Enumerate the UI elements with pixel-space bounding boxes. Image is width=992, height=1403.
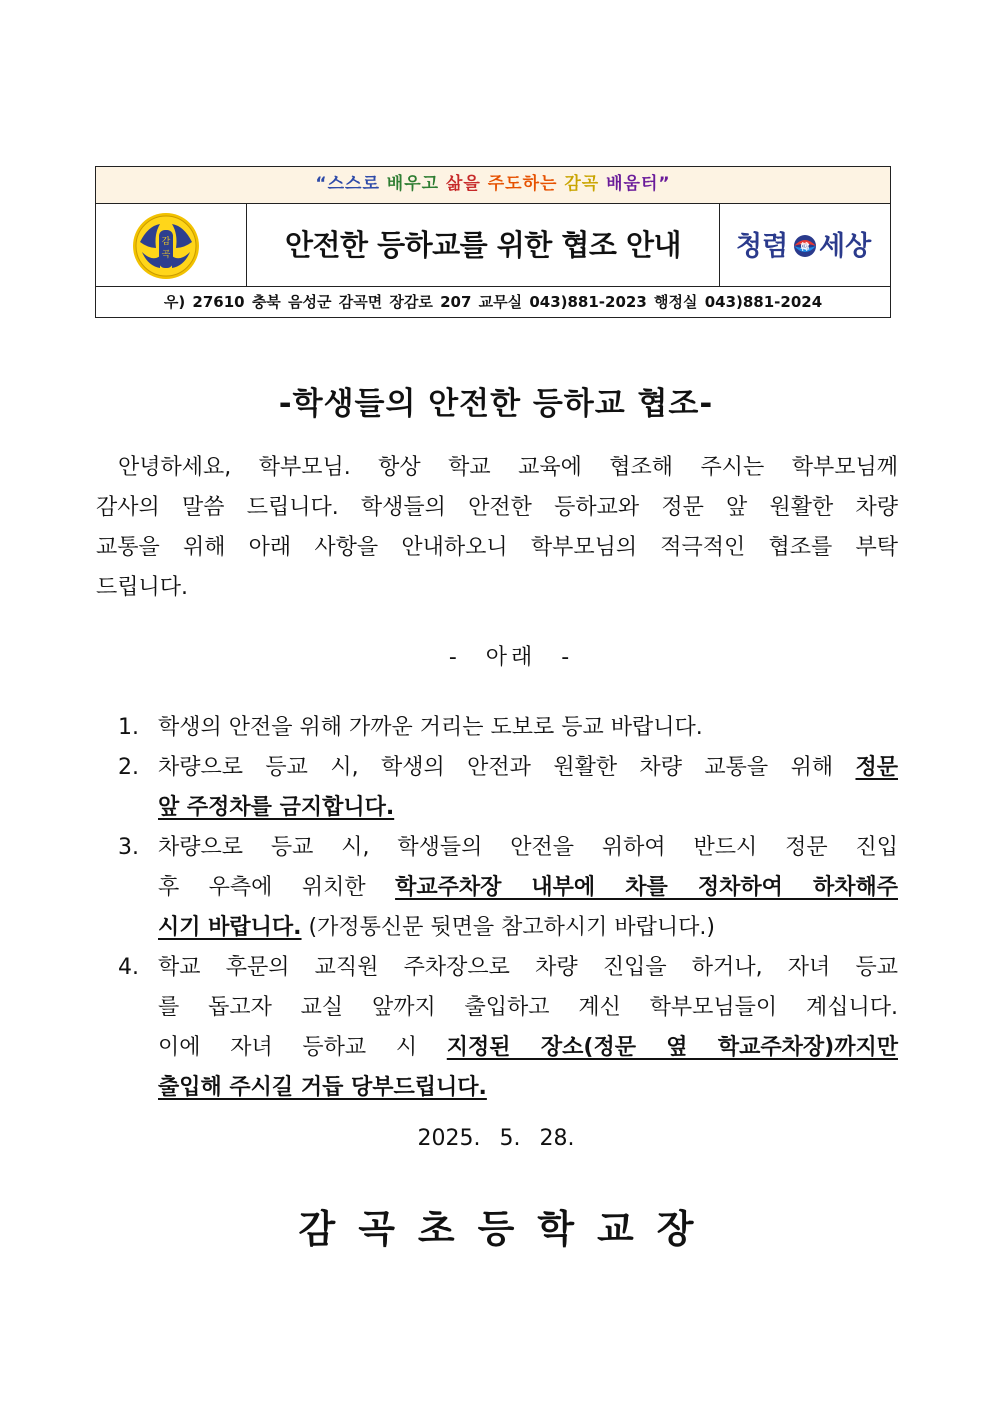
slogan-word: 배움터” — [606, 174, 671, 194]
emblem-text: 감 — [161, 237, 171, 247]
document-title: 안전한 등하교를 위한 협조 안내 — [247, 204, 720, 286]
school-logo-cell — [96, 204, 247, 286]
emphasis-text: 앞 주정차를 금지합니다. — [158, 795, 395, 820]
intro-paragraph — [96, 448, 898, 608]
slogan-word: 삶을 — [445, 174, 488, 194]
notice-text: 를 돕고자 교실 앞까지 출입하고 계신 학부모님들이 계십니다. — [158, 995, 898, 1020]
notice-text: 학생의 안전을 위해 가까운 거리는 도보로 등교 바랍니다. — [158, 715, 703, 740]
notice-item-line — [158, 708, 898, 748]
notice-text: 후 우측에 위치한 — [158, 875, 396, 900]
letterhead-title-row — [96, 204, 890, 287]
notice-item — [118, 708, 898, 748]
brand-logo-cell — [720, 204, 890, 286]
notice-text: (가정통신문 뒷면을 참고하시기 바랍니다.) — [301, 915, 715, 940]
letterhead — [95, 166, 891, 318]
integrity-world-logo-icon — [720, 204, 890, 286]
notice-text: 학교 후문의 교직원 주차장으로 차량 진입을 하거나, 자녀 등교 — [158, 955, 898, 980]
intro-line: 드립니다. — [96, 575, 189, 600]
intro-line: 감사의 말씀 드립니다. 학생들의 안전한 등하교와 정문 앞 원활한 차량 — [96, 495, 898, 520]
notice-text: 이에 자녀 등하교 시 — [158, 1035, 447, 1060]
signature: 감곡초등학교장 — [298, 1207, 717, 1251]
notice-item-number: 2. — [118, 755, 139, 780]
section-heading: -학생들의 안전한 등하교 협조- — [278, 386, 714, 422]
emphasis-text: 시기 바랍니다. — [158, 915, 302, 940]
notice-item — [118, 828, 898, 948]
school-emblem-icon — [96, 204, 247, 286]
document-date: 2025. 5. 28. — [417, 1126, 575, 1151]
notice-item-line — [158, 948, 898, 988]
notice-text: 차량으로 등교 시, 학생의 안전과 원활한 차량 교통을 위해 — [158, 755, 856, 780]
slogan-word: “스스로 — [315, 174, 387, 194]
intro-line: 교통을 위해 아래 사항을 안내하오니 학부모님의 적극적인 협조를 부탁 — [96, 535, 898, 560]
brand-text-2: 韓 — [800, 243, 810, 253]
notice-item-line — [158, 1068, 898, 1108]
slogan-word: 배우고 — [386, 174, 446, 194]
notice-item-line — [158, 1028, 898, 1068]
slogan-word: 감곡 — [564, 174, 607, 194]
notice-item-line — [158, 988, 898, 1028]
notice-item-line — [158, 788, 898, 828]
notice-item-line — [158, 828, 898, 868]
notice-item-number: 3. — [118, 835, 139, 860]
notice-list — [118, 708, 898, 1108]
emphasis-text: 정문 — [855, 755, 898, 780]
notice-item-line — [158, 868, 898, 908]
notice-item — [118, 948, 898, 1108]
emphasis-text: 출입해 주시길 거듭 당부드립니다. — [158, 1075, 487, 1100]
notice-item — [118, 748, 898, 828]
brand-text-1: 청렴 — [736, 231, 789, 262]
emblem-text: 곡 — [161, 250, 171, 260]
notice-item-line — [158, 748, 898, 788]
notice-label: - 아래 - — [448, 645, 574, 670]
emphasis-text: 학교주차장 내부에 차를 정차하여 하차해주 — [395, 875, 898, 900]
intro-line: 안녕하세요, 학부모님. 항상 학교 교육에 협조해 주시는 학부모님께 — [118, 455, 898, 480]
notice-text: 차량으로 등교 시, 학생들의 안전을 위하여 반드시 정문 진입 — [158, 835, 898, 860]
notice-item-line — [158, 908, 898, 948]
emphasis-text: 지정된 장소(정문 옆 학교주차장)까지만 — [446, 1035, 898, 1060]
notice-item-number: 1. — [118, 715, 139, 740]
slogan-word: 주도하는 — [487, 174, 565, 194]
school-slogan — [96, 167, 890, 204]
brand-text-3: 세상 — [819, 231, 872, 262]
school-address: 우) 27610 충북 음성군 감곡면 장감로 207 교무실 043)881-2023 행정실 043)881-2024 — [163, 293, 823, 311]
notice-item-number: 4. — [118, 955, 139, 980]
